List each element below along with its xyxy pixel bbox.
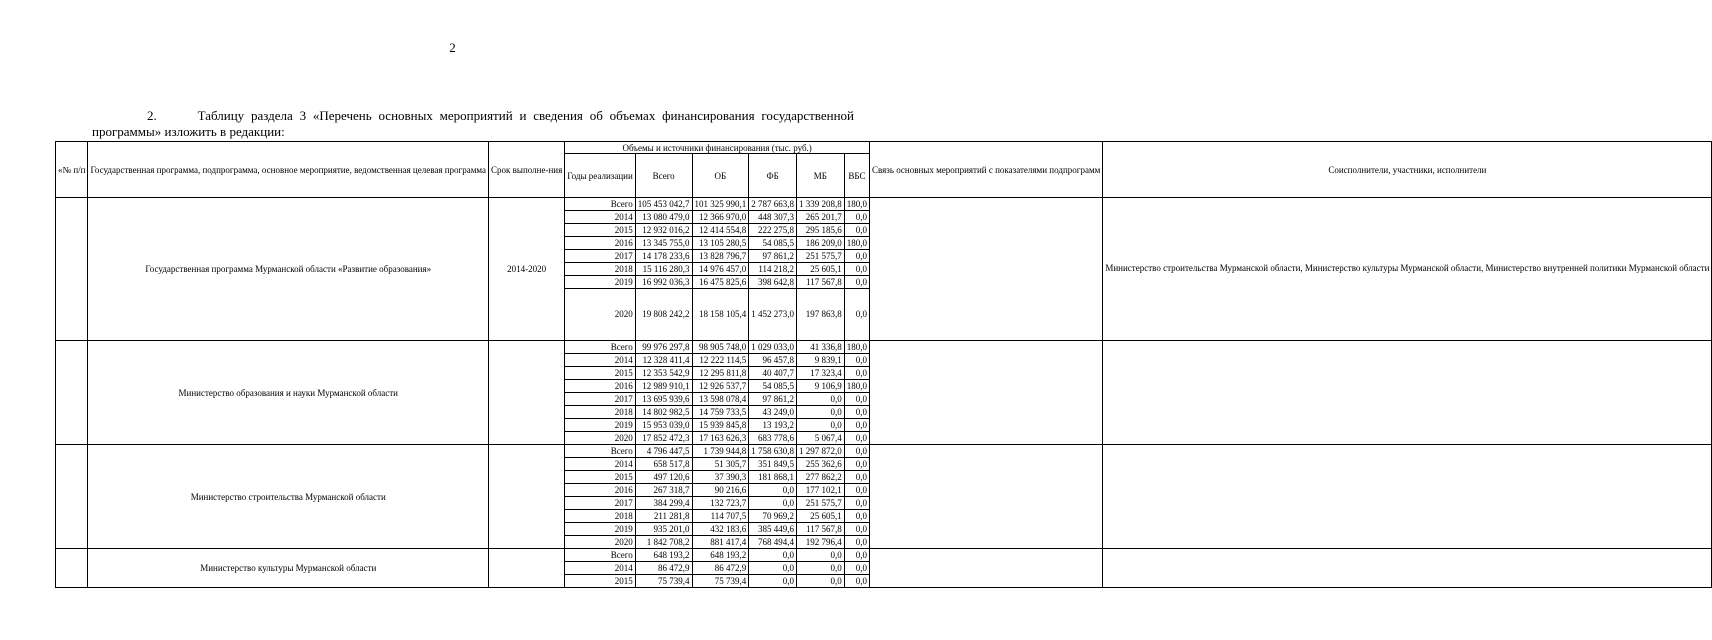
cell-mb: 117 567,8 [797,523,845,536]
cell-mb: 277 862,2 [797,471,845,484]
cell-ob: 51 305,7 [692,458,749,471]
cell-mb: 0,0 [797,419,845,432]
cell-ob: 86 472,9 [692,562,749,575]
cell-executors [1103,549,1712,588]
program-name: Министерство культуры Мурманской области [88,549,489,588]
header-ob: ОБ [692,154,749,198]
cell-total: 16 992 036,3 [635,276,692,289]
cell-mb: 25 605,1 [797,510,845,523]
cell-total: 13 345 755,0 [635,237,692,250]
financing-table [55,141,1712,588]
cell-year: 2017 [565,497,636,510]
cell-mb: 265 201,7 [797,211,845,224]
cell-mb: 0,0 [797,393,845,406]
cell-mb: 0,0 [797,562,845,575]
intro-paragraph [92,108,854,140]
cell-total: 384 299,4 [635,497,692,510]
cell-year: 2014 [565,354,636,367]
cell-total: 211 281,8 [635,510,692,523]
program-name: Государственная программа Мурманской области «Развитие образования» [88,198,489,341]
cell-mb: 251 575,7 [797,497,845,510]
cell-vbs: 0,0 [844,354,869,367]
cell-fb: 1 452 273,0 [749,289,797,341]
cell-mb: 17 323,4 [797,367,845,380]
table-body [56,198,1712,588]
cell-vbs: 180,0 [844,380,869,393]
program-term [489,445,565,549]
cell-fb: 448 307,3 [749,211,797,224]
cell-mb: 1 297 872,0 [797,445,845,458]
program-term [489,341,565,445]
cell-year: 2014 [565,562,636,575]
cell-vbs: 0,0 [844,276,869,289]
header-mb: МБ [797,154,845,198]
program-name: Министерство образования и науки Мурманской области [88,341,489,445]
cell-year: 2020 [565,289,636,341]
table-row [56,445,1712,458]
cell-ob: 12 366 970,0 [692,211,749,224]
cell-vbs: 0,0 [844,445,869,458]
cell-vbs: 0,0 [844,510,869,523]
cell-year: 2020 [565,536,636,549]
cell-total: 12 989 910,1 [635,380,692,393]
cell-ob: 13 598 078,4 [692,393,749,406]
cell-mb: 251 575,7 [797,250,845,263]
cell-vbs: 0,0 [844,575,869,588]
intro-number: 2. [147,108,157,123]
cell-fb: 0,0 [749,497,797,510]
cell-vbs: 0,0 [844,432,869,445]
cell-vbs: 0,0 [844,211,869,224]
cell-fb: 96 457,8 [749,354,797,367]
cell-ob: 1 739 944,8 [692,445,749,458]
cell-mb: 9 106,9 [797,380,845,393]
cell-vbs: 180,0 [844,237,869,250]
cell-year: 2015 [565,224,636,237]
cell-year: 2018 [565,406,636,419]
cell-total: 1 842 708,2 [635,536,692,549]
cell-ob: 101 325 990,1 [692,198,749,211]
header-link: Связь основных мероприятий с показателями подпрограмм [870,142,1103,198]
cell-year: 2014 [565,458,636,471]
cell-link [870,198,1103,341]
cell-ob: 13 828 796,7 [692,250,749,263]
cell-vbs: 0,0 [844,263,869,276]
cell-ob: 12 295 811,8 [692,367,749,380]
cell-vbs: 0,0 [844,458,869,471]
intro-text: Таблицу раздела 3 «Перечень основных мероприятий и сведения об объемах финансирования государственной программы» изложить в редакции: [92,108,855,139]
cell-ob: 12 222 114,5 [692,354,749,367]
header-volumes: Объемы и источники финансирования (тыс. руб.) [565,142,870,154]
cell-ob: 17 163 626,3 [692,432,749,445]
cell-year: 2016 [565,237,636,250]
cell-vbs: 0,0 [844,224,869,237]
cell-ob: 16 475 825,6 [692,276,749,289]
table-row [56,549,1712,562]
cell-mb: 255 362,6 [797,458,845,471]
cell-ob: 90 216,6 [692,484,749,497]
cell-year: 2014 [565,211,636,224]
cell-vbs: 0,0 [844,406,869,419]
cell-num [56,549,88,588]
cell-fb: 54 085,5 [749,380,797,393]
cell-fb: 683 778,6 [749,432,797,445]
cell-num [56,198,88,341]
cell-fb: 70 969,2 [749,510,797,523]
cell-mb: 9 839,1 [797,354,845,367]
cell-total: 19 808 242,2 [635,289,692,341]
cell-total: 13 080 479,0 [635,211,692,224]
table-row [56,341,1712,354]
header-fb: ФБ [749,154,797,198]
cell-vbs: 0,0 [844,536,869,549]
cell-total: 15 953 039,0 [635,419,692,432]
cell-total: 267 318,7 [635,484,692,497]
header-term: Срок выполне-ния [489,142,565,198]
cell-executors [1103,341,1712,445]
cell-total: 4 796 447,5 [635,445,692,458]
cell-fb: 0,0 [749,575,797,588]
cell-total: 12 932 016,2 [635,224,692,237]
cell-fb: 13 193,2 [749,419,797,432]
cell-vbs: 180,0 [844,198,869,211]
cell-ob: 12 414 554,8 [692,224,749,237]
cell-mb: 192 796,4 [797,536,845,549]
cell-total: 15 116 280,3 [635,263,692,276]
cell-fb: 351 849,5 [749,458,797,471]
cell-mb: 117 567,8 [797,276,845,289]
cell-link [870,445,1103,549]
cell-vbs: 180,0 [844,341,869,354]
cell-vbs: 0,0 [844,562,869,575]
cell-ob: 98 905 748,0 [692,341,749,354]
cell-fb: 40 407,7 [749,367,797,380]
cell-vbs: 0,0 [844,250,869,263]
cell-vbs: 0,0 [844,419,869,432]
cell-link [870,341,1103,445]
cell-ob: 114 707,5 [692,510,749,523]
cell-fb: 768 494,4 [749,536,797,549]
cell-mb: 25 605,1 [797,263,845,276]
cell-ob: 881 417,4 [692,536,749,549]
cell-fb: 1 758 630,8 [749,445,797,458]
cell-year: 2017 [565,250,636,263]
cell-year: 2015 [565,367,636,380]
program-term [489,549,565,588]
cell-year: 2019 [565,276,636,289]
cell-year: 2015 [565,471,636,484]
cell-year: 2015 [565,575,636,588]
cell-year: Всего [565,198,636,211]
program-term: 2014-2020 [489,198,565,341]
cell-total: 17 852 472,3 [635,432,692,445]
cell-mb: 1 339 208,8 [797,198,845,211]
header-vbs: ВБС [844,154,869,198]
cell-total: 12 328 411,4 [635,354,692,367]
table-row [56,198,1712,211]
cell-ob: 18 158 105,4 [692,289,749,341]
cell-fb: 385 449,6 [749,523,797,536]
cell-executors [1103,445,1712,549]
cell-total: 14 178 233,6 [635,250,692,263]
cell-total: 648 193,2 [635,549,692,562]
cell-vbs: 0,0 [844,484,869,497]
header-executors: Соисполнители, участники, исполнители [1103,142,1712,198]
cell-fb: 97 861,2 [749,393,797,406]
cell-fb: 398 642,8 [749,276,797,289]
header-years: Годы реализации [565,154,636,198]
cell-ob: 15 939 845,8 [692,419,749,432]
header-num: «№ п/п [56,142,88,198]
cell-fb: 97 861,2 [749,250,797,263]
cell-mb: 0,0 [797,406,845,419]
cell-total: 935 201,0 [635,523,692,536]
cell-ob: 432 183,6 [692,523,749,536]
cell-vbs: 0,0 [844,523,869,536]
cell-total: 99 976 297,8 [635,341,692,354]
cell-fb: 0,0 [749,549,797,562]
cell-ob: 13 105 280,5 [692,237,749,250]
cell-year: 2016 [565,484,636,497]
cell-mb: 177 102,1 [797,484,845,497]
cell-vbs: 0,0 [844,289,869,341]
cell-ob: 14 976 457,0 [692,263,749,276]
cell-ob: 14 759 733,5 [692,406,749,419]
cell-total: 13 695 939,6 [635,393,692,406]
cell-mb: 197 863,8 [797,289,845,341]
cell-year: 2016 [565,380,636,393]
cell-year: 2018 [565,510,636,523]
cell-num [56,341,88,445]
cell-year: 2018 [565,263,636,276]
cell-vbs: 0,0 [844,393,869,406]
cell-fb: 43 249,0 [749,406,797,419]
cell-year: 2017 [565,393,636,406]
cell-mb: 0,0 [797,575,845,588]
cell-ob: 132 723,7 [692,497,749,510]
cell-vbs: 0,0 [844,367,869,380]
cell-mb: 5 067,4 [797,432,845,445]
cell-ob: 12 926 537,7 [692,380,749,393]
cell-year: 2020 [565,432,636,445]
cell-year: Всего [565,549,636,562]
cell-total: 105 453 042,7 [635,198,692,211]
cell-fb: 114 218,2 [749,263,797,276]
cell-num [56,445,88,549]
cell-mb: 41 336,8 [797,341,845,354]
cell-fb: 1 029 033,0 [749,341,797,354]
cell-fb: 54 085,5 [749,237,797,250]
cell-year: 2019 [565,523,636,536]
cell-total: 75 739,4 [635,575,692,588]
header-program: Государственная программа, подпрограмма, основное мероприятие, ведомственная целевая программа [88,142,489,198]
cell-fb: 222 275,8 [749,224,797,237]
cell-executors: Министерство строительства Мурманской области, Министерство культуры Мурманской области, Министерство внутренней политики Мурманской области [1103,198,1712,341]
cell-vbs: 0,0 [844,497,869,510]
cell-vbs: 0,0 [844,549,869,562]
cell-total: 658 517,8 [635,458,692,471]
cell-year: Всего [565,445,636,458]
cell-ob: 37 390,3 [692,471,749,484]
cell-total: 14 802 982,5 [635,406,692,419]
cell-fb: 0,0 [749,484,797,497]
cell-total: 497 120,6 [635,471,692,484]
cell-ob: 648 193,2 [692,549,749,562]
cell-total: 12 353 542,9 [635,367,692,380]
cell-mb: 295 185,6 [797,224,845,237]
header-total: Всего [635,154,692,198]
cell-vbs: 0,0 [844,471,869,484]
cell-link [870,549,1103,588]
cell-fb: 2 787 663,8 [749,198,797,211]
cell-fb: 0,0 [749,562,797,575]
cell-ob: 75 739,4 [692,575,749,588]
cell-year: 2019 [565,419,636,432]
page-number: 2 [449,40,456,55]
program-name: Министерство строительства Мурманской области [88,445,489,549]
cell-mb: 186 209,0 [797,237,845,250]
cell-year: Всего [565,341,636,354]
cell-mb: 0,0 [797,549,845,562]
cell-total: 86 472,9 [635,562,692,575]
cell-fb: 181 868,1 [749,471,797,484]
